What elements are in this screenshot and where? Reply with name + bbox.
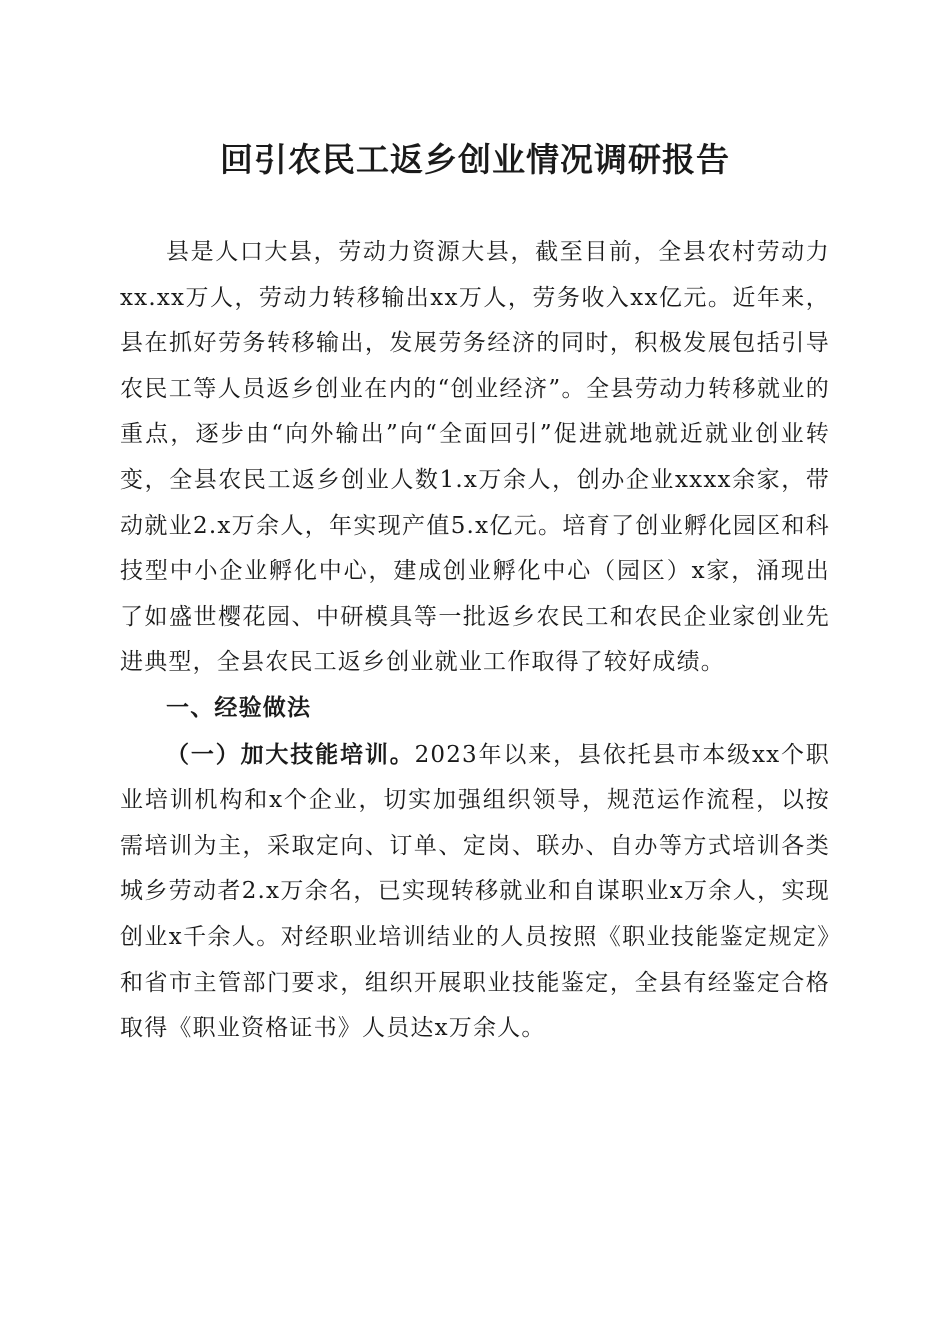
document-title: 回引农民工返乡创业情况调研报告 (220, 140, 730, 179)
subsection-text: 2023年以来，县依托县市本级xx个职业培训机构和x个企业，切实加强组织领导，规范运作流程，以按需培训为主，采取定向、订单、定岗、联办、自办等方式培训各类城乡劳动者2.x万余名，已实现转移就业和自谋职业x万余人，实现创业x千余人。对经职业培训结业的人员按照《职业技能鉴定规定》和省市主管部门要求，组织开展职业技能鉴定，全县有经鉴定合格取得《职业资格证书》人员达x万余人。 (120, 741, 831, 1042)
subsection-paragraph (120, 732, 830, 1052)
section-heading: 一、经验做法 (166, 694, 312, 721)
intro-paragraph: 县是人口大县，劳动力资源大县，截至目前，全县农村劳动力xx.xx万人，劳动力转移输出xx万人，劳务收入xx亿元。近年来，县在抓好劳务转移输出，发展劳务经济的同时，积极发展包括引导农民工等人员返乡创业在内的“创业经济”。全县劳动力转移就业的重点，逐步由“向外输出”向“全面回引”促进就地就近就业创业转变，全县农民工返乡创业人数1.x万余人，创办企业xxxx余家，带动就业2.x万余人，年实现产值5.x亿元。培育了创业孵化园区和科技型中小企业孵化中心，建成创业孵化中心（园区）x家，涌现出了如盛世樱花园、中研模具等一批返乡农民工和农民企业家创业先进典型，全县农民工返乡创业就业工作取得了较好成绩。 (120, 239, 830, 676)
document-body (120, 230, 830, 1052)
subsection-label: （一）加大技能培训。 (166, 740, 415, 768)
